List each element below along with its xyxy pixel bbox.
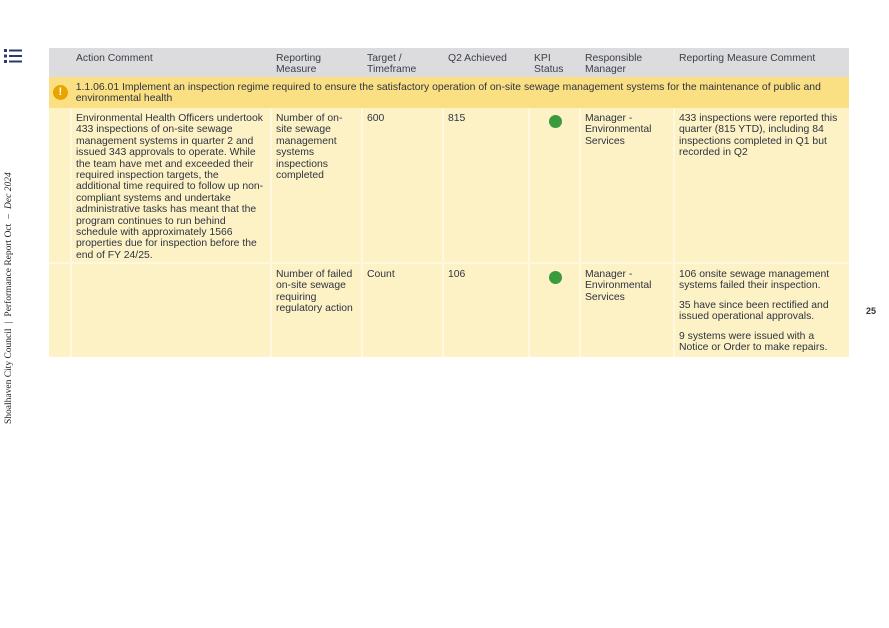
measure-comment-paragraph: 433 inspections were reported this quarter (815 YTD), including 84 inspections completed in Q1 but recorded in Q2 bbox=[679, 113, 838, 159]
header-responsible-manager: Responsible Manager bbox=[585, 53, 643, 76]
measure-comment-paragraph: 106 onsite sewage management systems failed their inspection. bbox=[679, 269, 830, 292]
performance-table bbox=[49, 48, 849, 357]
report-sidebar-title: Shoalhaven City Council|Performance Report Oct–Dec 2024 bbox=[4, 172, 14, 424]
kpi-status-dot bbox=[549, 115, 562, 128]
header-kpi-status: KPI Status bbox=[534, 53, 564, 76]
header-target: Target / Timeframe bbox=[367, 53, 417, 76]
report-name: Performance Report Oct bbox=[4, 223, 14, 317]
manager-cell: Manager - Environmental Services bbox=[581, 264, 675, 357]
manager-cell: Manager - Environmental Services bbox=[581, 108, 675, 262]
measure-comment-cell bbox=[675, 264, 849, 357]
action-title: 1.1.06.01 Implement an inspection regime required to ensure the satisfactory operation of on-site sewage management systems for the maintenance of public and environmental health bbox=[75, 82, 821, 105]
org-name: Shoalhaven City Council bbox=[4, 328, 14, 424]
header-action-comment: Action Comment bbox=[76, 53, 153, 64]
action-row bbox=[49, 77, 849, 108]
list-menu-icon[interactable] bbox=[4, 48, 22, 64]
achieved-cell: 815 bbox=[444, 108, 530, 262]
warning-icon: ! bbox=[53, 85, 68, 100]
action-comment-cell: Environmental Health Officers undertook 433 inspections of on-site sewage management systems in quarter 2 and issued 343 approvals to operate. While the team have met and exceeded their required inspection targets, the additional time required to follow up non-compliant systems and undertake administrative tasks has meant that the program continues to run behind schedule with approximately 1566 properties due for inspection before the end of FY 24/25. bbox=[72, 108, 272, 262]
page-number: 25 bbox=[866, 306, 877, 316]
measure-comment-paragraph: 35 have since been rectified and issued operational approvals. bbox=[679, 299, 829, 323]
measure-comment-cell bbox=[675, 108, 849, 262]
header-measure-comment: Reporting Measure Comment bbox=[679, 53, 816, 64]
target-cell: 600 bbox=[363, 108, 444, 262]
header-reporting-measure: Reporting Measure bbox=[276, 53, 322, 76]
table-row bbox=[49, 264, 849, 357]
target-cell: Count bbox=[363, 264, 444, 357]
kpi-status-dot bbox=[549, 271, 562, 284]
action-comment-cell bbox=[72, 264, 272, 357]
reporting-measure-cell: Number of on-site sewage management systems inspections completed bbox=[272, 108, 363, 262]
report-date: Dec 2024 bbox=[4, 172, 14, 209]
achieved-cell: 106 bbox=[444, 264, 530, 357]
table-header bbox=[49, 48, 849, 77]
table-row bbox=[49, 108, 849, 262]
reporting-measure-cell: Number of failed on-site sewage requiring regulatory action bbox=[272, 264, 363, 357]
header-q2-achieved: Q2 Achieved bbox=[448, 53, 507, 64]
measure-comment-paragraph: 9 systems were issued with a Notice or Order to make repairs. bbox=[679, 330, 828, 354]
